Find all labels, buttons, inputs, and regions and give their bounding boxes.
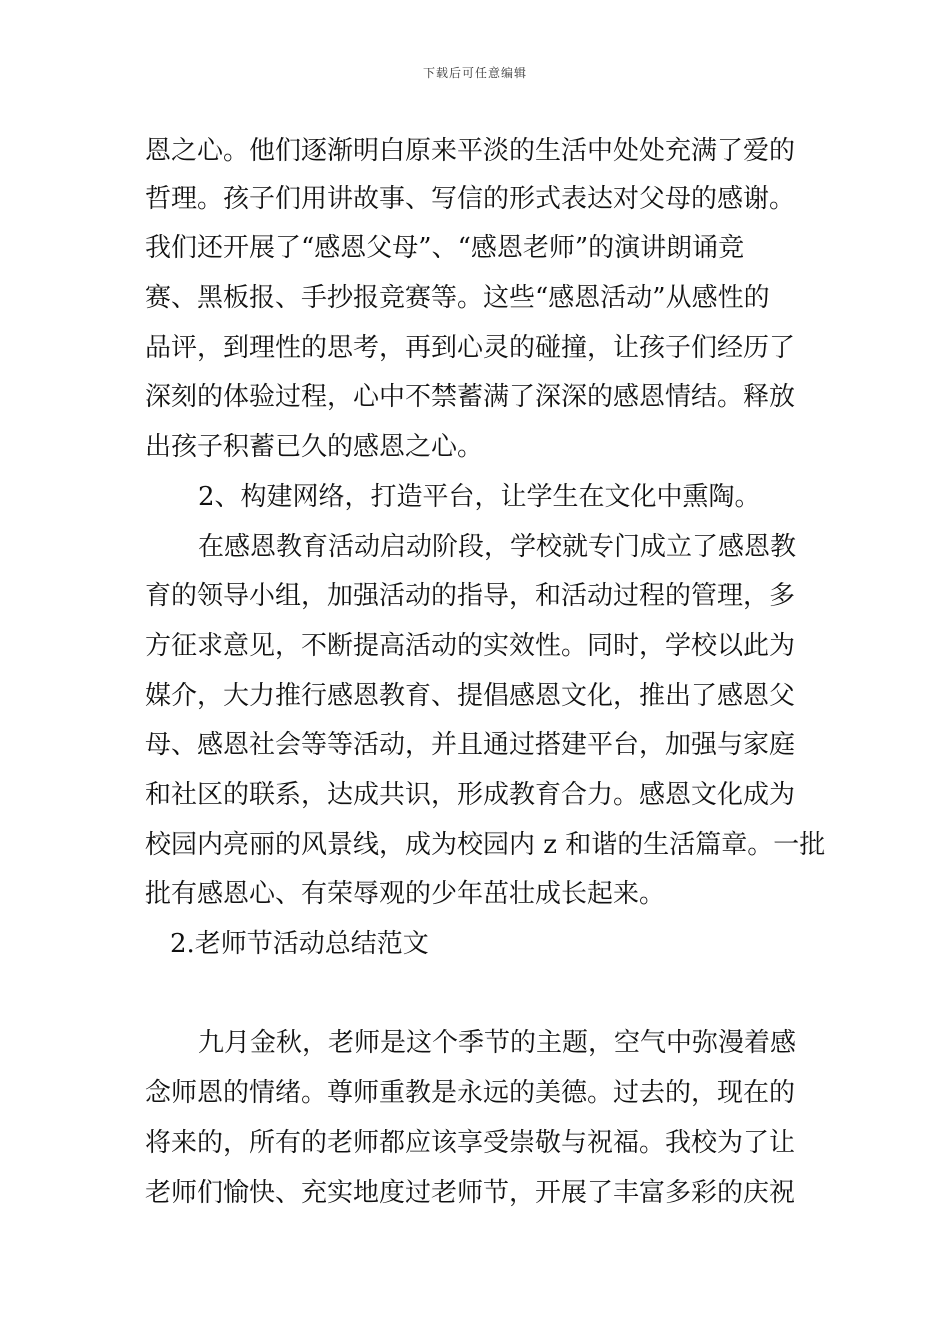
body-text-line: 深刻的体验过程，心中不禁蓄满了深深的感恩情结。释放 [145,382,796,412]
body-text-line: 和社区的联系，达成共识，形成教育合力。感恩文化成为 [145,780,796,810]
body-text-line: 念师恩的情绪。尊师重教是永远的美德。过去的，现在的 [145,1078,796,1108]
page-header: 下载后可任意编辑 [422,66,527,80]
body-text-line: 哲理。孩子们用讲故事、写信的形式表达对父母的感谢。 [145,184,796,214]
body-text-line: 我们还开展了“感恩父母”、“感恩老师”的演讲朗诵竞 [145,233,745,263]
body-text-line: 将来的，所有的老师都应该享受崇敬与祝福。我校为了让 [145,1128,796,1158]
body-text-line: 媒介，大力推行感恩教育、提倡感恩文化，推出了感恩父 [145,681,796,711]
body-text-line: 九月金秋，老师是这个季节的主题，空气中弥漫着感 [198,1028,797,1058]
body-text-line: 母、感恩社会等等活动，并且通过搭建平台，加强与家庭 [145,730,796,760]
body-text-line: 校园内亮丽的风景线，成为校园内 z 和谐的生活篇章。一批 [145,830,826,860]
document-title: 2.老师节活动总结范文 [170,929,429,959]
body-text-line: 赛、黑板报、手抄报竞赛等。这些“感恩活动”从感性的 [145,283,770,313]
body-text-line: 恩之心。他们逐渐明白原来平淡的生活中处处充满了爱的 [145,136,796,166]
body-text-line: 在感恩教育活动启动阶段，学校就专门成立了感恩教 [198,532,797,562]
body-text-line: 品评，到理性的思考，再到心灵的碰撞，让孩子们经历了 [145,333,796,363]
body-text-line: 出孩子积蓄已久的感恩之心。 [145,432,484,462]
body-text-line: 育的领导小组，加强活动的指导，和活动过程的管理，多 [145,581,796,611]
body-text-line: 老师们愉快、充实地度过老师节，开展了丰富多彩的庆祝 [145,1178,796,1208]
section-heading: 2、构建网络，打造平台，让学生在文化中熏陶。 [198,482,761,512]
body-text-line: 方征求意见，不断提高活动的实效性。同时，学校以此为 [145,631,796,661]
body-text-line: 批有感恩心、有荣辱观的少年茁壮成长起来。 [145,879,666,909]
